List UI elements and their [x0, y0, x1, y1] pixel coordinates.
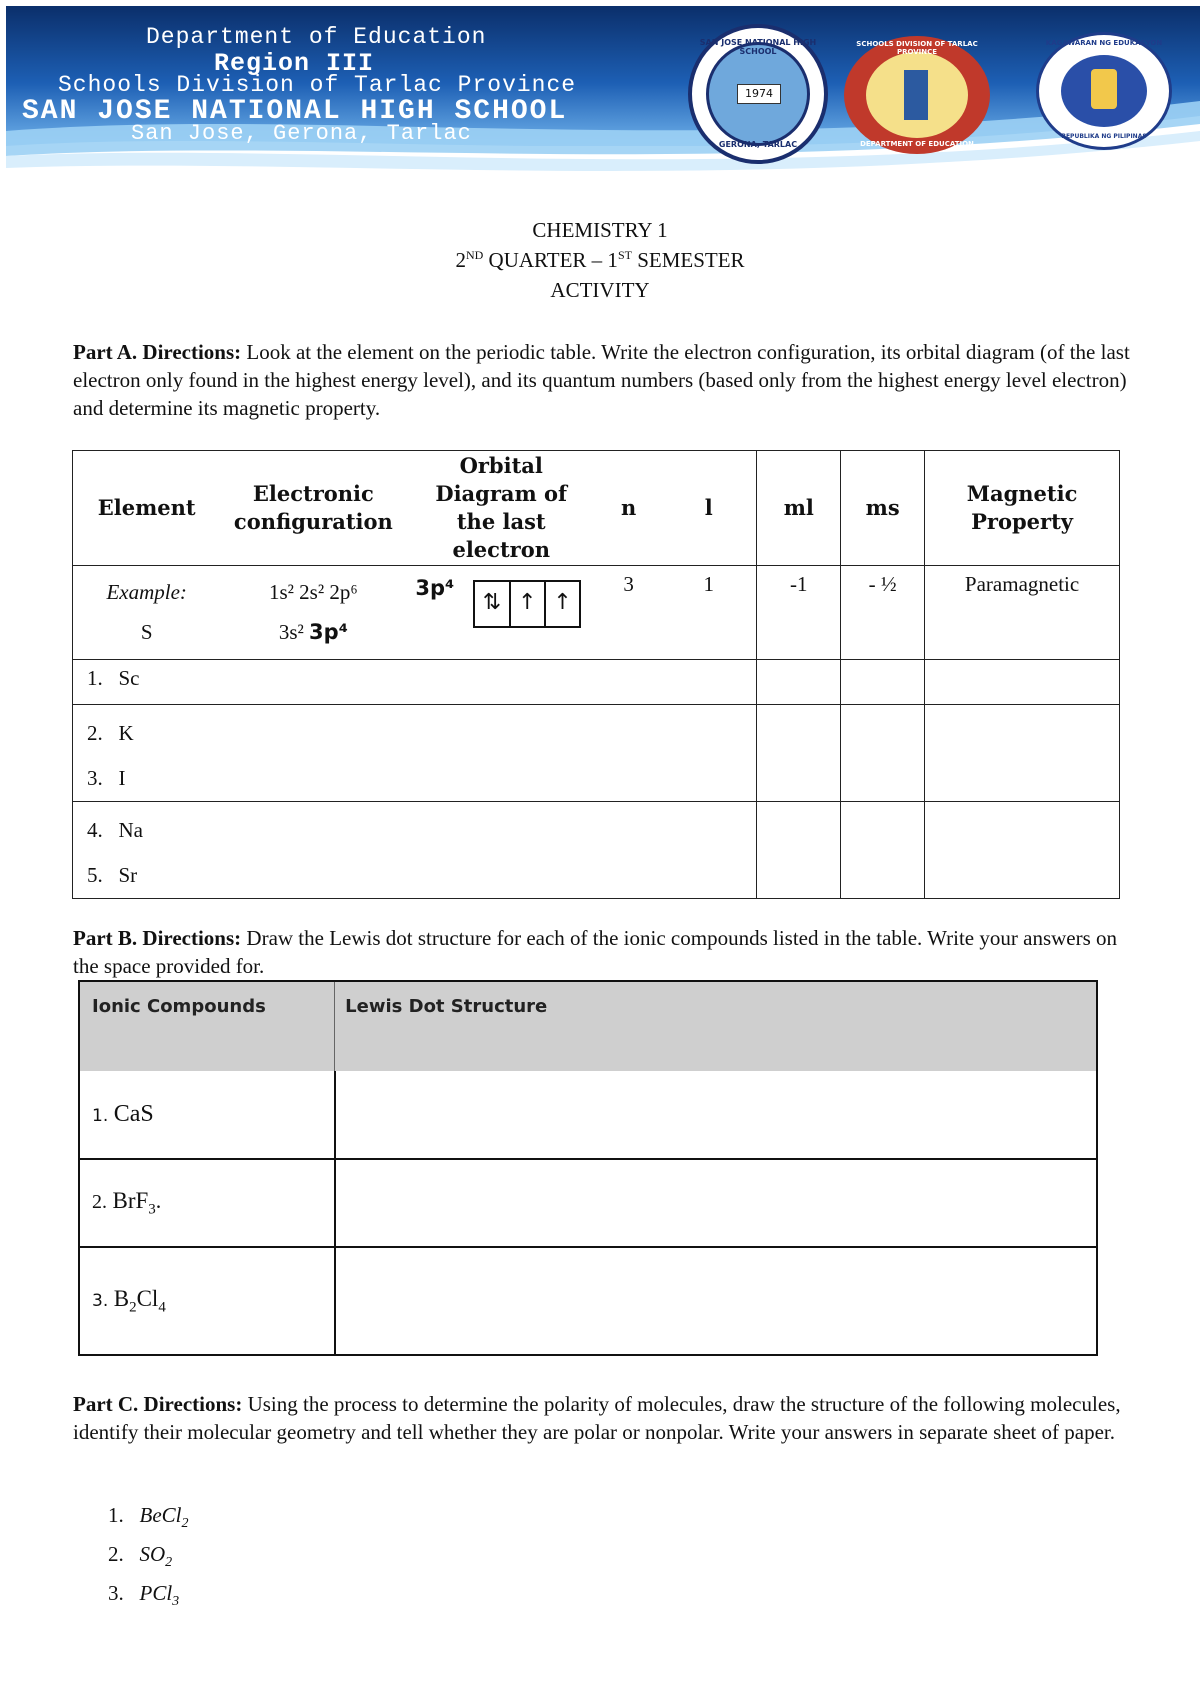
- orbital-boxes: [473, 580, 581, 628]
- list-item: 3. PCl$_3$: [108, 1581, 180, 1610]
- partB-header-row: [79, 981, 1097, 1071]
- answer-cell[interactable]: [757, 660, 841, 705]
- orbital-up-arrow-icon: ↑: [511, 582, 546, 626]
- list-item: 1. BeCl$_2$: [108, 1503, 189, 1532]
- col-header-config: Electronic configuration: [220, 451, 406, 566]
- table-row: 1. CaS: [79, 1071, 1097, 1159]
- orbital-paired-arrows-icon: ⇅: [475, 582, 510, 626]
- table-row: 3. $B_2Cl_4$: [79, 1247, 1097, 1355]
- header-banner: [6, 6, 1200, 206]
- answer-cell[interactable]: [757, 705, 841, 802]
- col-header-element: Element: [73, 451, 221, 566]
- partC-molecule-list: [108, 1500, 189, 1618]
- col-header-ionic: Ionic Compounds: [79, 981, 335, 1071]
- answer-cell[interactable]: [925, 802, 1120, 899]
- col-header-ml: ml: [757, 451, 841, 566]
- example-orbital-cell: [406, 566, 596, 660]
- partA-directions: Part A. Directions: Look at the element on the periodic table. Write the electron configuration, its orbital diagram (of the last electron only found in the highest energy level), and its quantum numbers (based only from the highest energy level electron) and determine its magnetic property.: [73, 340, 1130, 420]
- example-l: 1: [661, 566, 757, 660]
- orbital-up-arrow-icon: ↑: [553, 590, 572, 615]
- col-header-n: n: [596, 451, 661, 566]
- table-row: 2. K 3. I: [73, 705, 1120, 802]
- school-seal-logo: SAN JOSE NATIONAL HIGH SCHOOL 1974 GERONA, TARLAC: [688, 24, 828, 164]
- example-ml: -1: [757, 566, 841, 660]
- answer-cell[interactable]: [925, 660, 1120, 705]
- col-header-orbital: Orbital Diagram of the last electron: [406, 451, 596, 566]
- example-ms: - ½: [841, 566, 925, 660]
- col-header-magnetic: Magnetic Property: [925, 451, 1120, 566]
- partA-example-row: [73, 566, 1120, 660]
- table-row: 4. Na 5. Sr: [73, 802, 1120, 899]
- partA-table: [72, 450, 1120, 899]
- col-header-ms: ms: [841, 451, 925, 566]
- lewis-answer-cell[interactable]: [335, 1159, 1097, 1247]
- header-line-division: Schools Division of Tarlac Province: [58, 72, 577, 98]
- partB-table: [78, 980, 1098, 1356]
- example-element-cell: Example: S: [73, 566, 221, 660]
- deped-seal-logo: KAGAWARAN NG EDUKASYON REPUBLIKA NG PILIPINAS: [1036, 32, 1172, 150]
- answer-cell[interactable]: [841, 705, 925, 802]
- header-line-department: Department of Education: [146, 24, 487, 50]
- example-n: 3: [596, 566, 661, 660]
- header-line-region: Region III: [214, 49, 375, 78]
- answer-cell[interactable]: [841, 802, 925, 899]
- list-item: 2. $SO_2$: [108, 1542, 173, 1571]
- answer-cell[interactable]: [757, 802, 841, 899]
- table-row: 2. BrF$_3$.: [79, 1159, 1097, 1247]
- header-school-name: SAN JOSE NATIONAL HIGH SCHOOL: [22, 96, 568, 127]
- division-seal-logo: SCHOOLS DIVISION OF TARLAC PROVINCE DEPARTMENT OF EDUCATION: [844, 36, 990, 154]
- lewis-answer-cell[interactable]: [335, 1071, 1097, 1159]
- lewis-answer-cell[interactable]: [335, 1247, 1097, 1355]
- doc-title: CHEMISTRY 1: [532, 218, 668, 242]
- table-row: 1. Sc: [73, 660, 1120, 705]
- partA-header-row: [73, 451, 1120, 566]
- answer-cell[interactable]: [841, 660, 925, 705]
- doc-activity-label: ACTIVITY: [550, 278, 650, 302]
- col-header-l: l: [661, 451, 757, 566]
- doc-subtitle: 2ND QUARTER – 1ST SEMESTER: [455, 248, 745, 272]
- col-header-lewis: Lewis Dot Structure: [335, 981, 1097, 1071]
- orbital-label: 3p⁴: [415, 576, 455, 600]
- partC-directions: Part C. Directions: Using the process to determine the polarity of molecules, draw the structure of the following molecules, identify their molecular geometry and tell whether they are polar or nonpolar. Write your answers in separate sheet of paper.: [73, 1392, 1121, 1444]
- example-config-cell: 1s² 2s² 2p⁶ 3s² 3p⁴: [220, 566, 406, 660]
- answer-cell[interactable]: [925, 705, 1120, 802]
- example-magnetic: Paramagnetic: [925, 566, 1120, 660]
- partB-directions: Part B. Directions: Draw the Lewis dot structure for each of the ionic compounds listed in the table. Write your answers on the space provided for.: [73, 926, 1118, 978]
- header-line-address: San Jose, Gerona, Tarlac: [131, 121, 472, 146]
